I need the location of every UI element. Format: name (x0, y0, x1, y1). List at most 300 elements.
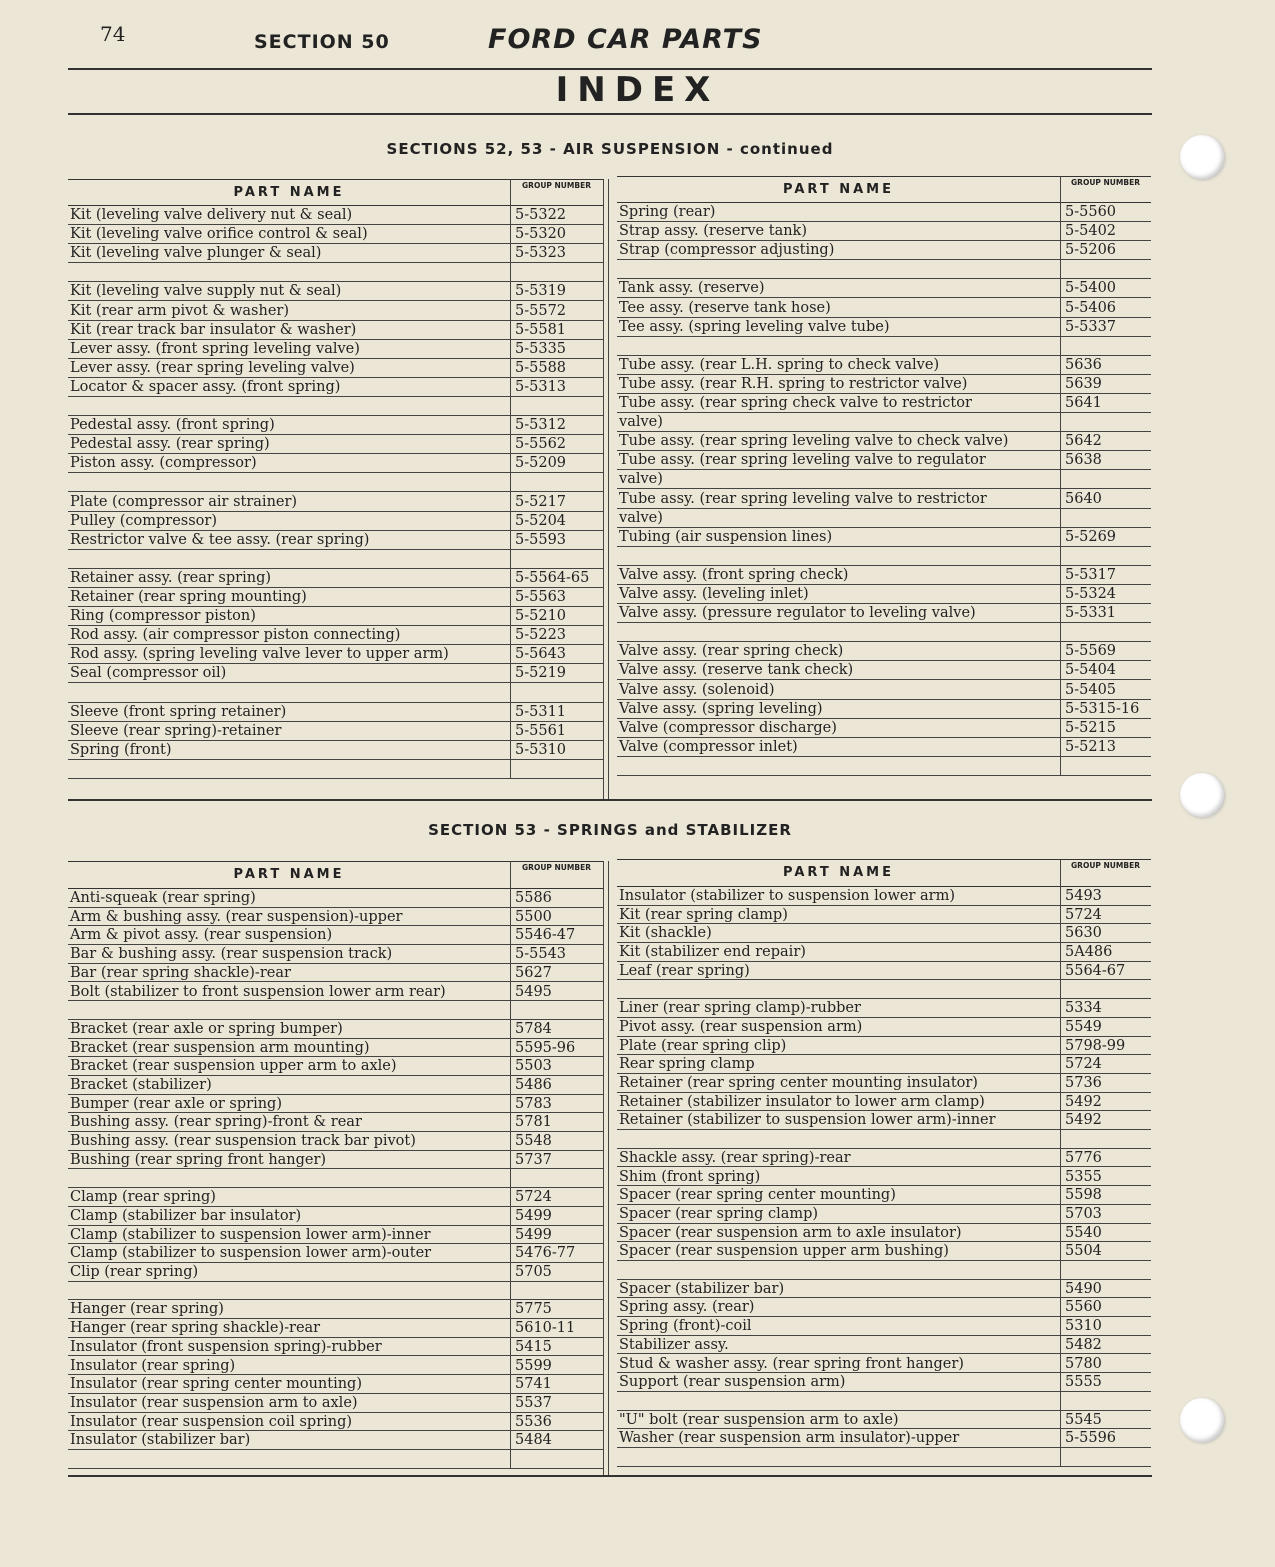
table-row (617, 924, 1151, 943)
part-name: Tube assy. (rear spring leveling valve to restrictor (619, 490, 987, 507)
part-name: Shackle assy. (rear spring)-rear (619, 1149, 851, 1166)
table-header (617, 859, 1151, 887)
table-row (68, 926, 603, 945)
table-row (617, 999, 1151, 1018)
part-name: Retainer (rear spring mounting) (70, 589, 307, 605)
group-number: 5780 (1065, 1355, 1102, 1372)
part-name: Rod assy. (spring leveling valve lever to upper arm) (70, 646, 449, 663)
table-row (617, 1355, 1151, 1374)
group-number: 5-5337 (1065, 318, 1117, 335)
group-number: 5-5596 (1065, 1430, 1117, 1447)
group-number: 5-5643 (515, 646, 567, 663)
part-name: Bushing assy. (rear spring)-front & rear (70, 1114, 362, 1131)
group-number: 5-5400 (1065, 280, 1117, 297)
table-row (68, 1431, 603, 1450)
table-row (617, 1298, 1151, 1317)
part-name: Retainer (rear spring center mounting insulator) (619, 1075, 978, 1091)
table-row (617, 241, 1151, 260)
section-label: SECTION 50 (254, 31, 390, 53)
table-header (68, 179, 603, 206)
group-number: 5476-77 (515, 1245, 576, 1262)
group-number: 5636 (1065, 356, 1102, 373)
table-row (617, 1037, 1151, 1056)
table-row (617, 490, 1151, 509)
part-name: Kit (leveling valve plunger & seal) (70, 245, 322, 262)
column-divider (510, 861, 511, 1469)
group-number: 5-5323 (515, 245, 567, 262)
part-name: Lever assy. (rear spring leveling valve) (70, 359, 355, 376)
group-number: 5-5219 (515, 665, 567, 682)
binder-hole-bottom (1180, 1398, 1224, 1442)
table-row (617, 1149, 1151, 1168)
table-row (68, 1394, 603, 1413)
part-name: valve) (619, 471, 663, 488)
table-row (617, 1074, 1151, 1093)
air-suspension-title: SECTIONS 52, 53 - AIR SUSPENSION - continued (386, 140, 834, 158)
table-row (617, 375, 1151, 394)
part-name: Bumper (rear axle or spring) (70, 1095, 282, 1112)
group-number: 5499 (515, 1207, 552, 1224)
table-row (617, 661, 1151, 680)
table-header (617, 176, 1151, 203)
table-row (68, 263, 603, 282)
table-row (617, 1205, 1151, 1224)
group-number: 5638 (1065, 452, 1102, 469)
table-row (617, 1242, 1151, 1261)
table-row (68, 703, 603, 722)
table-row (68, 493, 603, 512)
part-name: Ring (compressor piston) (70, 608, 256, 625)
part-name: Bushing assy. (rear suspension track bar pivot) (70, 1133, 416, 1150)
springs-center-divider (603, 861, 609, 1475)
part-name: Anti-squeak (rear spring) (70, 890, 256, 906)
group-number: 5493 (1065, 888, 1102, 904)
table-row (68, 1282, 603, 1301)
table-row (68, 1263, 603, 1282)
group-number: 5540 (1065, 1224, 1102, 1241)
table-row (617, 1093, 1151, 1112)
part-name: Bracket (rear suspension upper arm to axle) (70, 1058, 397, 1075)
table-row (617, 432, 1151, 451)
group-number: 5627 (515, 964, 552, 981)
part-name: Clamp (rear spring) (70, 1189, 216, 1206)
springs-title: SECTION 53 - SPRINGS and STABILIZER (428, 821, 792, 839)
part-name: Valve assy. (front spring check) (619, 566, 849, 583)
part-name: Pedestal assy. (front spring) (70, 417, 275, 434)
group-number: 5415 (515, 1338, 552, 1355)
part-name: Shim (front spring) (619, 1168, 761, 1185)
column-divider (1060, 859, 1061, 1467)
table-row (68, 645, 603, 664)
table-row (68, 588, 603, 607)
part-name: Insulator (rear spring center mounting) (70, 1376, 362, 1393)
table-row (68, 1375, 603, 1394)
group-number: 5500 (515, 908, 552, 925)
group-number: 5-5310 (515, 741, 567, 758)
table-row (68, 512, 603, 531)
binder-hole-middle (1180, 773, 1224, 817)
group-number: 5-5320 (515, 226, 567, 243)
table-row (68, 1338, 603, 1357)
part-name: Kit (leveling valve delivery nut & seal) (70, 207, 353, 223)
table-row (68, 964, 603, 983)
group-number: 5-5319 (515, 283, 567, 300)
part-name: Spacer (rear suspension arm to axle insulator) (619, 1224, 962, 1241)
group-number: 5599 (515, 1357, 552, 1374)
group-number: 5595-96 (515, 1039, 576, 1056)
table-row (617, 1055, 1151, 1074)
part-name: Rear spring clamp (619, 1056, 755, 1073)
table-row (68, 760, 603, 779)
part-name: Tube assy. (rear spring leveling valve to check valve) (619, 433, 1009, 450)
group-number: 5610-11 (515, 1320, 576, 1337)
part-name: Pivot assy. (rear suspension arm) (619, 1018, 863, 1035)
table-row (617, 528, 1151, 547)
table-row (617, 623, 1151, 642)
group-number: 5-5313 (515, 378, 567, 395)
part-name: Tank assy. (reserve) (619, 280, 765, 297)
group-number: 5-5331 (1065, 605, 1117, 622)
springs-bottom-rule (68, 1475, 1152, 1477)
group-number: 5537 (515, 1394, 552, 1411)
table-row (617, 887, 1151, 906)
table-row (68, 321, 603, 340)
part-name: Valve assy. (spring leveling) (619, 700, 823, 717)
part-name: Retainer (stabilizer insulator to lower arm clamp) (619, 1093, 985, 1110)
group-number: 5784 (515, 1020, 552, 1037)
table-row (68, 908, 603, 927)
group-number: 5-5593 (515, 531, 567, 548)
group-number: 5737 (515, 1151, 552, 1168)
part-name: Stud & washer assy. (rear spring front hanger) (619, 1355, 964, 1372)
part-name: Insulator (front suspension spring)-rubber (70, 1338, 382, 1355)
group-number: 5-5569 (1065, 643, 1117, 660)
table-row (68, 473, 603, 492)
table-row (68, 1207, 603, 1226)
part-name: Spring (front)-coil (619, 1318, 752, 1335)
group-number: 5-5402 (1065, 223, 1117, 240)
part-name: Hanger (rear spring shackle)-rear (70, 1320, 321, 1337)
group-number: 5776 (1065, 1149, 1102, 1166)
part-name: Tube assy. (rear spring check valve to restrictor (619, 395, 972, 411)
group-number: 5-5269 (1065, 528, 1117, 545)
table-row (617, 566, 1151, 585)
group-number: 5503 (515, 1058, 552, 1075)
group-number: 5355 (1065, 1168, 1102, 1185)
group-number: 5-5335 (515, 340, 567, 357)
group-number: 5775 (515, 1301, 552, 1318)
table-row (617, 1261, 1151, 1280)
table-row (617, 413, 1151, 432)
table-row (68, 1170, 603, 1189)
group-number-header: GROUP NUMBER (522, 863, 591, 872)
group-number: 5A486 (1065, 944, 1113, 961)
part-name: Tube assy. (rear R.H. spring to restrictor valve) (619, 375, 968, 392)
table-row (68, 1300, 603, 1319)
part-name: Tubing (air suspension lines) (619, 528, 833, 545)
group-number: 5490 (1065, 1280, 1102, 1297)
part-name: Restrictor valve & tee assy. (rear spring) (70, 531, 370, 548)
group-number: 5310 (1065, 1318, 1102, 1335)
table-row (617, 470, 1151, 489)
group-number: 5736 (1065, 1075, 1102, 1091)
group-number: 5-5210 (515, 608, 567, 625)
table-row (617, 738, 1151, 757)
table-row (68, 340, 603, 359)
group-number: 5-5217 (515, 493, 567, 510)
part-name: Pulley (compressor) (70, 512, 218, 529)
table-row (617, 700, 1151, 719)
group-number: 5334 (1065, 1000, 1102, 1017)
table-row (68, 1226, 603, 1245)
group-number: 5783 (515, 1095, 552, 1112)
table-row (68, 1020, 603, 1039)
table-row (617, 962, 1151, 981)
group-number: 5-5324 (1065, 586, 1117, 602)
group-number: 5-5588 (515, 359, 567, 376)
table-row (68, 664, 603, 683)
part-name: Liner (rear spring clamp)-rubber (619, 1000, 861, 1017)
group-number: 5499 (515, 1226, 552, 1243)
group-number: 5-5206 (1065, 242, 1117, 259)
table-row (617, 1429, 1151, 1448)
group-number: 5-5572 (515, 302, 567, 319)
part-name: Kit (shackle) (619, 925, 712, 942)
part-name: Insulator (stabilizer to suspension lower arm) (619, 888, 955, 904)
group-number: 5482 (1065, 1336, 1102, 1353)
table-header (68, 861, 603, 889)
group-number: 5639 (1065, 375, 1102, 392)
part-name-header: PART NAME (783, 182, 894, 197)
table-row (68, 889, 603, 908)
group-number: 5-5561 (515, 722, 567, 739)
table-row (68, 244, 603, 263)
part-name: Stabilizer assy. (619, 1336, 729, 1353)
group-number: 5705 (515, 1264, 552, 1280)
group-number: 5549 (1065, 1018, 1102, 1035)
table-row (68, 1188, 603, 1207)
part-name: Seal (compressor oil) (70, 665, 227, 682)
table-row (617, 1111, 1151, 1130)
table-row (68, 722, 603, 741)
group-number: 5641 (1065, 395, 1102, 411)
group-number: 5-5312 (515, 417, 567, 434)
part-name: Clamp (stabilizer bar insulator) (70, 1207, 302, 1224)
table-row (617, 906, 1151, 925)
part-name: Plate (rear spring clip) (619, 1037, 787, 1054)
table-row (617, 1392, 1151, 1411)
group-number: 5495 (515, 983, 552, 1000)
table-row (68, 1039, 603, 1058)
table-row (617, 1317, 1151, 1336)
group-number: 5-5404 (1065, 662, 1117, 679)
table-row (617, 1448, 1151, 1467)
part-name: Retainer (stabilizer to suspension lower arm)-inner (619, 1112, 996, 1129)
binder-hole-top (1180, 135, 1224, 179)
table-row (617, 757, 1151, 776)
part-name: Bar & bushing assy. (rear suspension track) (70, 946, 393, 963)
group-number: 5724 (515, 1189, 552, 1206)
page-number: 74 (100, 22, 126, 46)
part-name: Valve assy. (leveling inlet) (619, 586, 809, 602)
group-number: 5545 (1065, 1411, 1102, 1428)
group-number: 5560 (1065, 1299, 1102, 1316)
part-name: Kit (leveling valve supply nut & seal) (70, 283, 342, 300)
table-row (68, 416, 603, 435)
group-number: 5-5405 (1065, 681, 1117, 698)
table-row (617, 279, 1151, 298)
part-name: Spring (rear) (619, 204, 716, 220)
table-row (68, 1319, 603, 1338)
table-row (68, 550, 603, 569)
table-row (68, 741, 603, 760)
table-row (68, 225, 603, 244)
table-row (617, 260, 1151, 279)
table-row (68, 282, 603, 301)
part-name: Pedestal assy. (rear spring) (70, 436, 270, 453)
part-name: valve) (619, 414, 663, 431)
table-row (617, 222, 1151, 241)
part-name: Bar (rear spring shackle)-rear (70, 964, 291, 981)
group-number: 5-5311 (515, 703, 567, 720)
part-name: Arm & bushing assy. (rear suspension)-upper (70, 908, 403, 925)
table-row (617, 1168, 1151, 1187)
table-row (617, 356, 1151, 375)
group-number: 5-5560 (1065, 204, 1117, 220)
part-name: Washer (rear suspension arm insulator)-upper (619, 1430, 960, 1447)
column-divider (510, 179, 511, 779)
group-number: 5-5562 (515, 436, 567, 453)
part-name: Insulator (stabilizer bar) (70, 1432, 251, 1449)
part-name: Clip (rear spring) (70, 1264, 199, 1280)
group-number: 5-5215 (1065, 719, 1117, 736)
table-row (617, 203, 1151, 222)
part-name: Piston assy. (compressor) (70, 455, 257, 472)
table-row (617, 981, 1151, 1000)
group-number-header: GROUP NUMBER (522, 181, 591, 190)
table-row (68, 454, 603, 473)
part-name: Valve (compressor discharge) (619, 719, 837, 736)
part-name: Lever assy. (front spring leveling valve) (70, 340, 360, 357)
part-name: Bushing (rear spring front hanger) (70, 1151, 327, 1168)
group-number: 5-5204 (515, 512, 567, 529)
table-row (68, 1244, 603, 1263)
part-name: Spacer (stabilizer bar) (619, 1280, 785, 1297)
part-name: Kit (rear arm pivot & washer) (70, 302, 289, 319)
part-name: Bracket (rear axle or spring bumper) (70, 1020, 343, 1037)
table-row (68, 684, 603, 703)
index-title: INDEX (555, 70, 720, 110)
table-row (68, 1095, 603, 1114)
group-number: 5548 (515, 1133, 552, 1150)
table-row (68, 569, 603, 588)
part-name: Kit (leveling valve orifice control & seal) (70, 226, 368, 243)
table-row (68, 359, 603, 378)
part-name: Leaf (rear spring) (619, 962, 750, 979)
part-name: Insulator (rear suspension arm to axle) (70, 1394, 358, 1411)
part-name: Sleeve (rear spring)-retainer (70, 722, 282, 739)
part-name: Insulator (rear suspension coil spring) (70, 1413, 353, 1430)
table-row (617, 642, 1151, 661)
table-row (617, 1411, 1151, 1430)
part-name: Clamp (stabilizer to suspension lower arm)-outer (70, 1245, 432, 1262)
part-name: Sleeve (front spring retainer) (70, 703, 287, 720)
part-name: Bracket (rear suspension arm mounting) (70, 1039, 370, 1056)
part-name: Tube assy. (rear spring leveling valve to regulator (619, 452, 986, 469)
part-name: Bolt (stabilizer to front suspension lower arm rear) (70, 983, 446, 1000)
table-row (617, 509, 1151, 528)
part-name: Valve assy. (solenoid) (619, 681, 775, 698)
group-number: 5564-67 (1065, 962, 1126, 979)
table-row (617, 318, 1151, 337)
group-number: 5504 (1065, 1243, 1102, 1260)
table-row (617, 1186, 1151, 1205)
group-number: 5-5406 (1065, 299, 1117, 316)
table-row (68, 607, 603, 626)
part-name: Spring assy. (rear) (619, 1299, 755, 1316)
group-number: 5492 (1065, 1112, 1102, 1129)
part-name: Arm & pivot assy. (rear suspension) (70, 927, 333, 944)
group-number: 5555 (1065, 1374, 1102, 1391)
table-row (68, 1001, 603, 1020)
part-name: Strap assy. (reserve tank) (619, 223, 807, 240)
table-row (617, 394, 1151, 413)
table-row (68, 1076, 603, 1095)
table-row (617, 943, 1151, 962)
group-number: 5781 (515, 1114, 552, 1131)
part-name: Clamp (stabilizer to suspension lower arm)-inner (70, 1226, 431, 1243)
part-name: Spacer (rear suspension upper arm bushing) (619, 1243, 949, 1260)
table-row (68, 206, 603, 225)
group-number: 5484 (515, 1432, 552, 1449)
group-number: 5546-47 (515, 927, 576, 944)
table-row (617, 1018, 1151, 1037)
group-number: 5724 (1065, 1056, 1102, 1073)
part-name-header: PART NAME (233, 185, 345, 200)
part-name: valve) (619, 509, 663, 526)
group-number: 5-5563 (515, 589, 567, 605)
table-row (68, 1450, 603, 1469)
group-number: 5598 (1065, 1187, 1102, 1204)
table-row (617, 451, 1151, 470)
part-name: Locator & spacer assy. (front spring) (70, 378, 341, 395)
table-row (617, 604, 1151, 623)
group-number: 5741 (515, 1376, 552, 1393)
group-number: 5-5213 (1065, 738, 1117, 755)
table-row (68, 945, 603, 964)
table-row (68, 302, 603, 321)
part-name: Kit (rear track bar insulator & washer) (70, 321, 357, 338)
table-row (617, 547, 1151, 566)
part-name: Bracket (stabilizer) (70, 1077, 212, 1093)
part-name: Valve assy. (pressure regulator to leveling valve) (619, 605, 976, 622)
group-number: 5-5581 (515, 321, 567, 338)
air-bottom-rule (68, 799, 1152, 801)
part-name-header: PART NAME (233, 867, 345, 882)
part-name: Tee assy. (reserve tank hose) (619, 299, 831, 316)
table-row (617, 337, 1151, 356)
part-name: Insulator (rear spring) (70, 1357, 236, 1374)
group-number: 5724 (1065, 906, 1102, 923)
group-number: 5-5322 (515, 207, 567, 223)
table-row (68, 531, 603, 550)
column-divider (1060, 176, 1061, 776)
group-number: 5-5543 (515, 946, 567, 963)
group-number-header: GROUP NUMBER (1071, 178, 1140, 187)
table-row (617, 681, 1151, 700)
part-name: Kit (rear spring clamp) (619, 906, 788, 923)
group-number: 5-5317 (1065, 566, 1117, 583)
